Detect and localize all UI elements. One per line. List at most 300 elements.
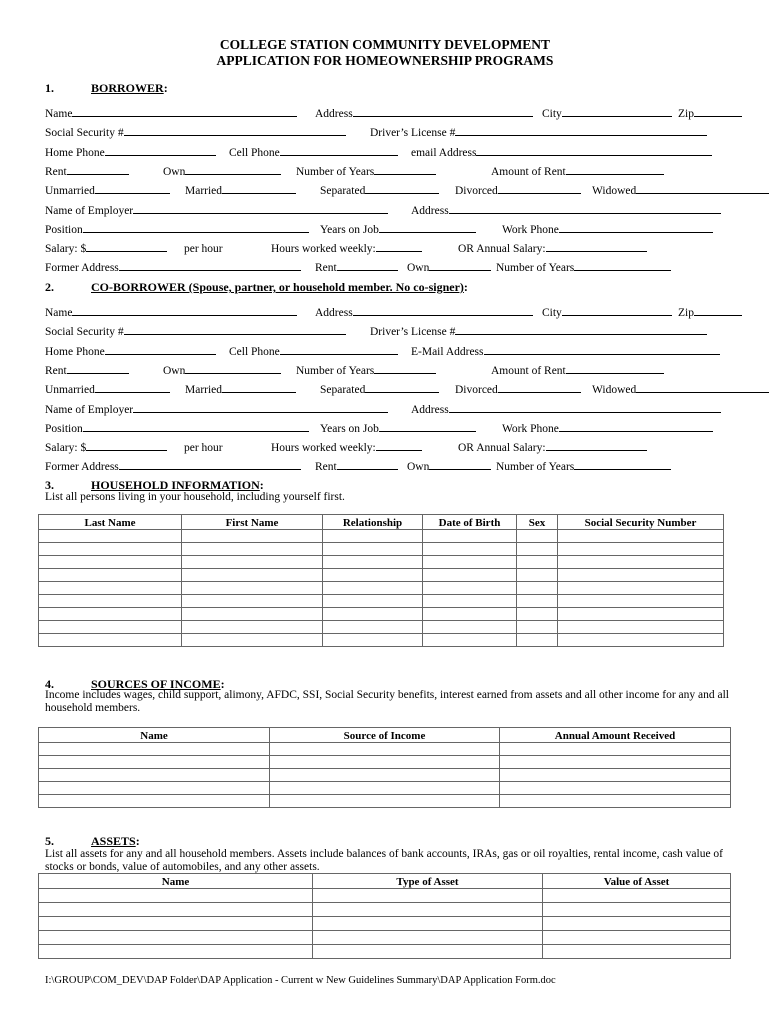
co-borrower-years-on-job-field	[320, 420, 476, 435]
table-cell[interactable]	[182, 634, 323, 647]
section-number: 4.	[45, 677, 54, 691]
borrower-employer-address-blank[interactable]	[449, 202, 721, 214]
borrower-name-field	[45, 105, 297, 120]
borrower-line	[45, 202, 726, 218]
column-header: Name	[39, 728, 270, 743]
table-row	[39, 903, 731, 917]
file-path-footer: I:\GROUP\COM_DEV\DAP Folder\DAP Application - Current w New Guidelines Summary\DAP Application Form.doc	[45, 975, 556, 986]
table-cell[interactable]	[423, 595, 517, 608]
co-borrower-cell-phone-blank[interactable]	[280, 343, 398, 355]
borrower-address-field	[315, 105, 533, 120]
field-label: Name of Employer	[45, 204, 134, 217]
field-label: City	[542, 108, 562, 120]
field-label: Rent	[45, 364, 67, 377]
table-cell[interactable]	[558, 556, 724, 569]
borrower-years-on-job-field	[320, 221, 476, 236]
field-label: Number of Years	[296, 364, 375, 377]
section-label: SOURCES OF INCOME	[91, 677, 221, 691]
co-borrower-separated-blank[interactable]	[365, 381, 439, 393]
table-cell[interactable]	[182, 608, 323, 621]
table-cell[interactable]	[558, 582, 724, 595]
table-cell[interactable]	[313, 945, 543, 959]
co-borrower-former-rent-field	[315, 458, 398, 473]
borrower-line	[45, 144, 726, 160]
field-label: Own	[407, 262, 430, 275]
co-borrower-ssn-blank[interactable]	[124, 323, 346, 335]
table-cell[interactable]	[500, 743, 731, 756]
co-borrower-years-on-job-blank[interactable]	[379, 420, 476, 432]
borrower-email-blank[interactable]	[476, 144, 712, 156]
field-label: per hour	[184, 243, 223, 256]
field-label: Number of Years	[496, 262, 575, 275]
table-cell[interactable]	[543, 917, 731, 931]
assets-instructions: List all assets for any and all household members. Assets include balances of bank accounts, IRAs, gas or oil royalties, rental income, cash value of stocks or bonds, value of automobiles, and any other assets.	[45, 848, 724, 873]
field-label: Position	[45, 422, 83, 435]
borrower-former-own-blank[interactable]	[429, 259, 491, 271]
co-borrower-own-blank[interactable]	[185, 362, 281, 374]
table-cell[interactable]	[39, 530, 182, 543]
co-borrower-zip-field	[678, 304, 742, 319]
co-borrower-former-years-blank[interactable]	[574, 458, 671, 470]
borrower-line	[45, 259, 726, 275]
section-number: 5.	[45, 834, 54, 848]
co-borrower-years-at-address-field	[296, 362, 436, 377]
table-row	[39, 931, 731, 945]
field-label: Rent	[45, 165, 67, 178]
field-label: Zip	[678, 307, 694, 319]
co-borrower-married-field	[185, 381, 296, 396]
borrower-position-blank[interactable]	[83, 221, 309, 233]
borrower-zip-blank[interactable]	[694, 105, 742, 117]
co-borrower-line	[45, 304, 726, 320]
field-label: Address	[315, 108, 353, 120]
table-row	[39, 608, 724, 621]
borrower-name-blank[interactable]	[72, 105, 297, 117]
table-cell[interactable]	[543, 945, 731, 959]
borrower-former-address-blank[interactable]	[119, 259, 301, 271]
co-borrower-amount-of-rent-field	[491, 362, 664, 377]
field-label: Driver’s License #	[370, 326, 456, 339]
borrower-dl-field	[370, 124, 707, 139]
borrower-employer-address-field	[411, 202, 721, 217]
borrower-work-phone-blank[interactable]	[559, 221, 713, 233]
table-cell[interactable]	[517, 543, 558, 556]
table-row	[39, 756, 731, 769]
table-cell[interactable]	[323, 621, 423, 634]
table-cell[interactable]	[517, 621, 558, 634]
table-row	[39, 634, 724, 647]
assets-table	[38, 873, 731, 959]
co-borrower-widowed-blank[interactable]	[636, 381, 769, 393]
table-cell[interactable]	[270, 743, 500, 756]
co-borrower-former-own-field	[407, 458, 491, 473]
table-cell[interactable]	[39, 903, 313, 917]
borrower-married-blank[interactable]	[222, 182, 296, 194]
table-row	[39, 743, 731, 756]
table-cell[interactable]	[39, 889, 313, 903]
borrower-dl-blank[interactable]	[455, 124, 707, 136]
field-label: Address	[411, 403, 449, 416]
co-borrower-separated-field	[320, 381, 439, 396]
table-cell[interactable]	[39, 931, 313, 945]
table-cell[interactable]	[313, 931, 543, 945]
section-co-borrower-heading: 2. CO-BORROWER (Spouse, partner, or household member. No co-signer):	[45, 280, 468, 294]
co-borrower-address-blank[interactable]	[353, 304, 533, 316]
borrower-hours-weekly-blank[interactable]	[376, 240, 422, 252]
co-borrower-line	[45, 420, 726, 436]
borrower-hours-weekly-field	[271, 240, 422, 255]
borrower-annual-salary-field	[458, 240, 647, 255]
field-label: City	[542, 307, 562, 319]
table-cell[interactable]	[39, 917, 313, 931]
borrower-city-field	[542, 105, 672, 120]
co-borrower-widowed-field	[592, 381, 769, 396]
borrower-email-field	[411, 144, 712, 159]
field-label: Divorced	[455, 185, 498, 198]
section-number: 1.	[45, 81, 54, 95]
co-borrower-amount-of-rent-blank[interactable]	[566, 362, 664, 374]
table-cell[interactable]	[500, 769, 731, 782]
field-label: Widowed	[592, 185, 637, 198]
borrower-work-phone-field	[502, 221, 713, 236]
field-label: Home Phone	[45, 146, 105, 159]
borrower-years-at-address-blank[interactable]	[374, 163, 436, 175]
column-header: Relationship	[323, 515, 423, 530]
co-borrower-line	[45, 401, 726, 417]
co-borrower-position-blank[interactable]	[83, 420, 309, 432]
co-borrower-rent-blank[interactable]	[67, 362, 129, 374]
table-cell[interactable]	[323, 595, 423, 608]
co-borrower-line	[45, 362, 726, 378]
borrower-address-blank[interactable]	[353, 105, 533, 117]
field-label: Rent	[315, 262, 337, 275]
table-cell[interactable]	[39, 556, 182, 569]
field-label: Own	[163, 165, 186, 178]
section-label: HOUSEHOLD INFORMATION	[91, 478, 260, 492]
section-borrower-heading: 1. BORROWER:	[45, 81, 168, 95]
borrower-rent-blank[interactable]	[67, 163, 129, 175]
borrower-own-blank[interactable]	[185, 163, 281, 175]
field-label: Own	[407, 461, 430, 474]
column-header: Date of Birth	[423, 515, 517, 530]
borrower-label	[184, 243, 223, 255]
co-borrower-own-field	[163, 362, 281, 377]
section-label: ASSETS	[91, 834, 136, 848]
co-borrower-email-blank[interactable]	[484, 343, 720, 355]
table-cell[interactable]	[39, 543, 182, 556]
borrower-separated-field	[320, 182, 439, 197]
table-cell[interactable]	[313, 917, 543, 931]
table-cell[interactable]	[517, 582, 558, 595]
borrower-annual-salary-blank[interactable]	[546, 240, 647, 252]
table-cell[interactable]	[313, 889, 543, 903]
co-borrower-employer-address-field	[411, 401, 721, 416]
table-cell[interactable]	[543, 903, 731, 917]
table-row	[39, 582, 724, 595]
co-borrower-salary-blank[interactable]	[86, 439, 167, 451]
income-instructions: Income includes wages, child support, alimony, AFDC, SSI, Social Security benefits, interest earned from assets and all other income for any and all household members.	[45, 689, 729, 714]
table-cell[interactable]	[558, 530, 724, 543]
field-label: Salary: $	[45, 243, 87, 256]
table-row	[39, 917, 731, 931]
table-cell[interactable]	[323, 608, 423, 621]
table-cell[interactable]	[558, 569, 724, 582]
field-label: Zip	[678, 108, 694, 120]
co-borrower-married-blank[interactable]	[222, 381, 296, 393]
table-row	[39, 556, 724, 569]
co-borrower-employer-blank[interactable]	[133, 401, 388, 413]
section-household-heading: 3. HOUSEHOLD INFORMATION:	[45, 478, 264, 492]
table-cell[interactable]	[558, 634, 724, 647]
co-borrower-home-phone-field	[45, 343, 216, 358]
field-label: Hours worked weekly:	[271, 243, 376, 256]
field-label: email Address	[411, 146, 477, 159]
table-cell[interactable]	[39, 608, 182, 621]
co-borrower-hours-weekly-blank[interactable]	[376, 439, 422, 451]
co-borrower-salary-field	[45, 439, 167, 454]
table-cell[interactable]	[517, 634, 558, 647]
table-cell[interactable]	[543, 889, 731, 903]
co-borrower-employer-address-blank[interactable]	[449, 401, 721, 413]
field-label: Name	[45, 307, 73, 319]
field-label: Social Security #	[45, 326, 124, 339]
section-label: CO-BORROWER (Spouse, partner, or household member. No co-signer)	[91, 280, 464, 294]
table-cell[interactable]	[558, 543, 724, 556]
co-borrower-divorced-blank[interactable]	[498, 381, 581, 393]
column-header: Value of Asset	[543, 874, 731, 889]
table-row	[39, 621, 724, 634]
column-header: Sex	[517, 515, 558, 530]
co-borrower-work-phone-blank[interactable]	[559, 420, 713, 432]
table-cell[interactable]	[517, 595, 558, 608]
co-borrower-position-field	[45, 420, 309, 435]
borrower-employer-blank[interactable]	[133, 202, 388, 214]
field-label: OR Annual Salary:	[458, 243, 546, 256]
table-cell[interactable]	[517, 530, 558, 543]
borrower-salary-blank[interactable]	[86, 240, 167, 252]
borrower-ssn-blank[interactable]	[124, 124, 346, 136]
borrower-amount-of-rent-field	[491, 163, 664, 178]
section-label: BORROWER	[91, 81, 164, 95]
borrower-line	[45, 221, 726, 237]
borrower-former-address-field	[45, 259, 301, 274]
field-label: Former Address	[45, 461, 119, 474]
borrower-cell-phone-blank[interactable]	[280, 144, 398, 156]
co-borrower-city-blank[interactable]	[562, 304, 672, 316]
column-header: First Name	[182, 515, 323, 530]
borrower-unmarried-blank[interactable]	[95, 182, 170, 194]
table-cell[interactable]	[39, 769, 270, 782]
table-cell[interactable]	[423, 569, 517, 582]
field-label: Unmarried	[45, 185, 95, 198]
table-cell[interactable]	[323, 556, 423, 569]
table-cell[interactable]	[423, 608, 517, 621]
table-cell[interactable]	[270, 795, 500, 808]
co-borrower-dl-field	[370, 323, 707, 338]
column-header: Type of Asset	[313, 874, 543, 889]
table-cell[interactable]	[39, 782, 270, 795]
borrower-home-phone-blank[interactable]	[105, 144, 216, 156]
table-cell[interactable]	[423, 556, 517, 569]
section-assets-heading: 5. ASSETS:	[45, 834, 140, 848]
co-borrower-name-field	[45, 304, 297, 319]
borrower-line	[45, 163, 726, 179]
table-cell[interactable]	[39, 756, 270, 769]
borrower-line	[45, 240, 726, 256]
field-label: Social Security #	[45, 127, 124, 140]
column-header: Social Security Number	[558, 515, 724, 530]
co-borrower-label	[184, 442, 223, 454]
table-cell[interactable]	[543, 931, 731, 945]
table-cell[interactable]	[182, 595, 323, 608]
table-cell[interactable]	[323, 530, 423, 543]
field-label: Name	[45, 108, 73, 120]
table-cell[interactable]	[39, 634, 182, 647]
co-borrower-dl-blank[interactable]	[455, 323, 707, 335]
co-borrower-address-field	[315, 304, 533, 319]
table-cell[interactable]	[182, 569, 323, 582]
table-cell[interactable]	[423, 582, 517, 595]
table-cell[interactable]	[182, 556, 323, 569]
table-cell[interactable]	[517, 608, 558, 621]
borrower-amount-of-rent-blank[interactable]	[566, 163, 664, 175]
co-borrower-line	[45, 458, 726, 474]
table-cell[interactable]	[500, 795, 731, 808]
co-borrower-years-at-address-blank[interactable]	[374, 362, 436, 374]
field-label: Number of Years	[296, 165, 375, 178]
table-cell[interactable]	[517, 556, 558, 569]
section-number: 2.	[45, 280, 54, 294]
co-borrower-cell-phone-field	[229, 343, 398, 358]
table-cell[interactable]	[517, 569, 558, 582]
table-cell[interactable]	[182, 582, 323, 595]
borrower-ssn-field	[45, 124, 346, 139]
field-label: Name of Employer	[45, 403, 134, 416]
table-cell[interactable]	[500, 782, 731, 795]
table-cell[interactable]	[39, 621, 182, 634]
table-row	[39, 782, 731, 795]
borrower-former-years-blank[interactable]	[574, 259, 671, 271]
borrower-unmarried-field	[45, 182, 170, 197]
table-cell[interactable]	[558, 608, 724, 621]
table-cell[interactable]	[323, 543, 423, 556]
table-cell[interactable]	[423, 530, 517, 543]
table-cell[interactable]	[270, 782, 500, 795]
co-borrower-former-own-blank[interactable]	[429, 458, 491, 470]
table-cell[interactable]	[39, 795, 270, 808]
co-borrower-former-rent-blank[interactable]	[337, 458, 398, 470]
borrower-home-phone-field	[45, 144, 216, 159]
field-label: Work Phone	[502, 422, 559, 435]
table-row	[39, 889, 731, 903]
co-borrower-line	[45, 343, 726, 359]
borrower-former-rent-blank[interactable]	[337, 259, 398, 271]
borrower-line	[45, 105, 726, 121]
form-title-line-2: APPLICATION FOR HOMEOWNERSHIP PROGRAMS	[216, 53, 554, 68]
field-label: Salary: $	[45, 442, 87, 455]
table-row	[39, 543, 724, 556]
borrower-former-years-field	[496, 259, 671, 274]
field-label: Unmarried	[45, 384, 95, 397]
table-cell[interactable]	[558, 621, 724, 634]
borrower-city-blank[interactable]	[562, 105, 672, 117]
borrower-divorced-blank[interactable]	[498, 182, 581, 194]
field-label: Years on Job	[320, 422, 379, 435]
table-cell[interactable]	[182, 621, 323, 634]
co-borrower-former-address-blank[interactable]	[119, 458, 301, 470]
household-table	[38, 514, 724, 647]
table-cell[interactable]	[270, 756, 500, 769]
table-cell[interactable]	[323, 569, 423, 582]
table-cell[interactable]	[558, 595, 724, 608]
co-borrower-line	[45, 439, 726, 455]
co-borrower-ssn-field	[45, 323, 346, 338]
table-row	[39, 769, 731, 782]
table-cell[interactable]	[423, 621, 517, 634]
table-cell[interactable]	[313, 903, 543, 917]
co-borrower-home-phone-blank[interactable]	[105, 343, 216, 355]
borrower-former-rent-field	[315, 259, 398, 274]
borrower-years-on-job-blank[interactable]	[379, 221, 476, 233]
table-cell[interactable]	[39, 569, 182, 582]
field-label: Separated	[320, 185, 366, 198]
household-instructions: List all persons living in your household, including yourself first.	[45, 491, 345, 503]
co-borrower-line	[45, 381, 726, 397]
table-cell[interactable]	[423, 634, 517, 647]
co-borrower-zip-blank[interactable]	[694, 304, 742, 316]
income-table	[38, 727, 731, 808]
table-cell[interactable]	[270, 769, 500, 782]
borrower-line	[45, 182, 726, 198]
table-cell[interactable]	[323, 582, 423, 595]
co-borrower-unmarried-blank[interactable]	[95, 381, 170, 393]
co-borrower-name-blank[interactable]	[72, 304, 297, 316]
field-label: Divorced	[455, 384, 498, 397]
co-borrower-city-field	[542, 304, 672, 319]
table-row	[39, 595, 724, 608]
borrower-own-field	[163, 163, 281, 178]
table-cell[interactable]	[182, 530, 323, 543]
borrower-position-field	[45, 221, 309, 236]
field-label: Rent	[315, 461, 337, 474]
borrower-years-at-address-field	[296, 163, 436, 178]
field-label: Address	[411, 204, 449, 217]
co-borrower-annual-salary-field	[458, 439, 647, 454]
table-cell[interactable]	[39, 582, 182, 595]
field-label: Driver’s License #	[370, 127, 456, 140]
field-label: E-Mail Address	[411, 345, 484, 358]
co-borrower-annual-salary-blank[interactable]	[546, 439, 647, 451]
column-header: Source of Income	[270, 728, 500, 743]
table-row	[39, 945, 731, 959]
co-borrower-rent-field	[45, 362, 129, 377]
column-header: Annual Amount Received	[500, 728, 731, 743]
table-cell[interactable]	[39, 945, 313, 959]
field-label: Widowed	[592, 384, 637, 397]
borrower-separated-blank[interactable]	[365, 182, 439, 194]
co-borrower-unmarried-field	[45, 381, 170, 396]
borrower-widowed-blank[interactable]	[636, 182, 769, 194]
field-label: Cell Phone	[229, 345, 280, 358]
table-cell[interactable]	[39, 743, 270, 756]
borrower-widowed-field	[592, 182, 769, 197]
field-label: Separated	[320, 384, 366, 397]
table-cell[interactable]	[39, 595, 182, 608]
table-cell[interactable]	[423, 543, 517, 556]
table-cell[interactable]	[182, 543, 323, 556]
table-cell[interactable]	[500, 756, 731, 769]
table-cell[interactable]	[323, 634, 423, 647]
